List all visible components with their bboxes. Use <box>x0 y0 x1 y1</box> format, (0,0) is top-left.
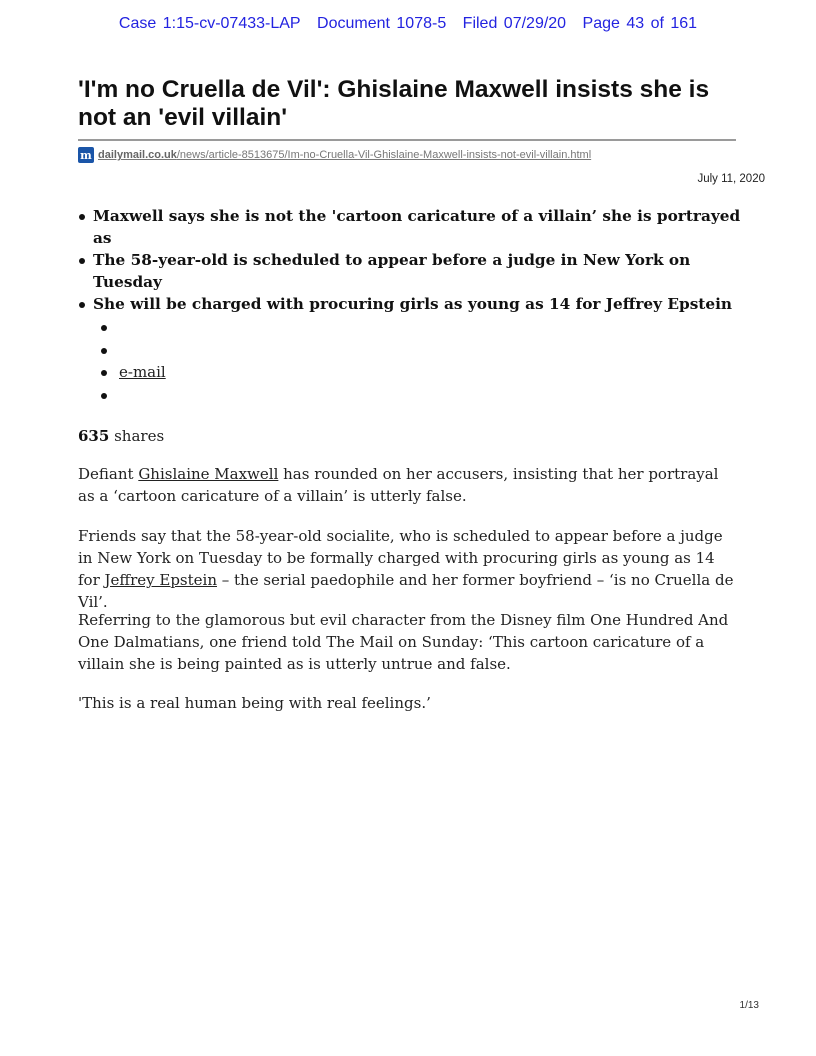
article-paragraph: Friends say that the 58-year-old socialite, who is scheduled to appear before a judge in New York on Tuesday to be formally charged with procuring girls as young as 14 for Jeffrey Epstein – the serial paedophile and her former boyfriend – ‘is no Cruella de Vil’. <box>78 527 734 611</box>
share-count <box>78 425 164 447</box>
summary-bullet: The 58-year-old is scheduled to appear before a judge in New York on Tuesday <box>78 249 743 293</box>
share-count-label: shares <box>114 427 165 445</box>
summary-bullet: She will be charged with procuring girls as young as 14 for Jeffrey Epstein <box>78 293 743 315</box>
source-path: /news/article-8513675/Im-no-Cruella-Vil-Ghislaine-Maxwell-insists-not-evil-villain.html <box>176 149 592 161</box>
case-page-number: Page 43 of 161 <box>582 15 698 32</box>
article-date: July 11, 2020 <box>697 173 765 185</box>
share-item-email <box>100 361 166 384</box>
source-domain: dailymail.co.uk <box>98 149 177 161</box>
summary-bullet: Maxwell says she is not the 'cartoon caricature of a villain’ she is portrayed as <box>78 205 743 249</box>
source-url-link[interactable] <box>98 149 591 161</box>
ghislaine-maxwell-link[interactable]: Ghislaine Maxwell <box>138 465 279 483</box>
article-paragraph: Defiant Ghislaine Maxwell has rounded on her accusers, insisting that her portrayal as a ‘cartoon caricature of a villain’ is utterly false. <box>78 465 719 505</box>
share-item-empty <box>100 384 166 407</box>
article-paragraph: Referring to the glamorous but evil character from the Disney film One Hundred And One Dalmatians, one friend told The Mail on Sunday: ‘This cartoon caricature of a villain she is being painted as is utterly untrue and false. <box>78 611 729 673</box>
article-title: 'I'm no Cruella de Vil': Ghislaine Maxwell insists she is not an 'evil villain' <box>78 76 710 131</box>
share-links-list <box>100 316 166 406</box>
page-number: 1/13 <box>739 1000 759 1011</box>
dailymail-logo-icon: m <box>78 147 94 163</box>
case-header <box>0 15 816 33</box>
title-divider <box>78 139 736 141</box>
case-number: Case 1:15-cv-07433-LAP <box>118 15 301 32</box>
summary-bullets <box>78 205 743 315</box>
filed-date: Filed 07/29/20 <box>462 15 567 32</box>
article-paragraph: 'This is a real human being with real feelings.’ <box>78 694 431 712</box>
share-item-empty <box>100 316 166 339</box>
source-line <box>78 146 591 164</box>
jeffrey-epstein-link[interactable]: Jeffrey Epstein <box>104 571 217 589</box>
document-number: Document 1078-5 <box>317 15 447 32</box>
share-item-empty <box>100 339 166 362</box>
share-count-value: 635 <box>78 427 110 445</box>
email-share-link[interactable]: e-mail <box>119 363 166 381</box>
